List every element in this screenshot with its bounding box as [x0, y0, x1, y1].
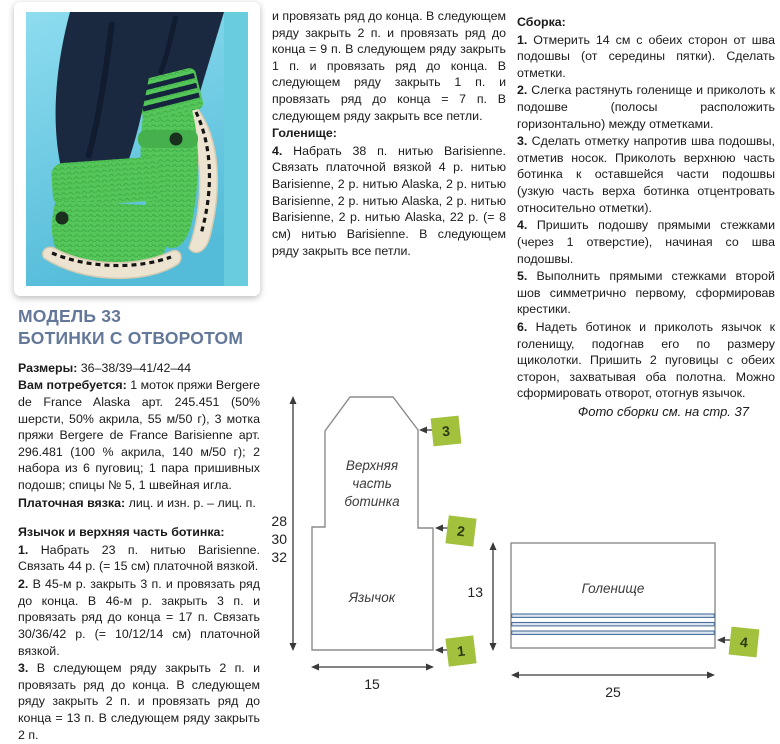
callout-tag-4	[717, 627, 759, 658]
callout-tag-3	[419, 416, 461, 447]
left-boot-button	[56, 212, 69, 225]
step-paragraph	[517, 217, 775, 267]
height-value-size2: 30	[271, 531, 287, 547]
assembly-heading: Сборка:	[517, 15, 566, 29]
step-number: 5.	[517, 269, 528, 284]
step-text: Слегка растянуть голенище и приколоть к подошве (полосы расположить горизонтально) между отметками.	[517, 83, 775, 131]
height-value-size1: 28	[271, 513, 287, 529]
tongue-width-dimension-arrow	[311, 664, 434, 671]
assembly-photo-reference: Фото сборки см. на стр. 37	[577, 404, 749, 420]
model-number: МОДЕЛЬ 33	[18, 306, 122, 326]
stitch-label: Платочная вязка:	[18, 495, 126, 510]
right-boot-strap	[138, 130, 198, 148]
photo-background-band	[224, 12, 248, 286]
step-number: 1.	[517, 32, 528, 47]
upper-part-label-line1: Верхняя	[345, 458, 399, 473]
height-dimension-arrow	[290, 396, 297, 651]
shaft-section-heading: Голенище:	[272, 126, 337, 141]
step-text: Выполнить прямыми стежками второй шов симметрично первому, сформировав крестики.	[517, 269, 775, 317]
materials-value: 1 моток пряжи Bergere de France Alaska арт. 245.451 (50% шерсти, 50% акрила, 55 м/50 г), 3 мотка пряжи Bergere de France Barisienne арт. 296.481 (100 % акрила, 140 м/50 г); 2 набора из 6 пуговиц; 1 пара пришивных подошв; спицы № 5, 1 швейная игла.	[18, 378, 260, 493]
shaft-height-dimension-arrow	[490, 542, 497, 651]
shaft-width-dimension-arrow	[511, 672, 715, 679]
step-paragraph	[517, 32, 775, 82]
page-title	[18, 306, 260, 350]
shaft-height-value: 13	[467, 584, 483, 600]
step-number: 2.	[18, 577, 29, 592]
spacer	[18, 512, 260, 524]
step-paragraph	[18, 542, 260, 575]
step-text: Сделать отметку напротив шва подошвы, отметив носок. Приколоть верхнюю часть ботинка к оставшейся части подошвы (узкую часть верха ботинка отцентровать относительно отметки).	[517, 134, 775, 215]
left-boot	[43, 156, 181, 278]
tongue-section-heading: Язычок и верхняя часть ботинка:	[18, 525, 225, 540]
tongue-label: Язычок	[348, 590, 396, 605]
right-column	[517, 14, 775, 421]
step-text: Отмерить 14 см с обеих сторон от шва подошвы (от середины пятки). Сделать отметки.	[517, 32, 775, 80]
height-value-size3: 32	[271, 549, 287, 565]
sizes-label: Размеры:	[18, 360, 78, 375]
step-paragraph	[517, 82, 775, 132]
boots-photo-frame	[14, 2, 260, 296]
step-text: Набрать 23 п. нитью Barisienne. Связать 44 р. (= 15 см) платочной вязкой.	[18, 542, 260, 574]
step-number: 1.	[18, 542, 29, 557]
step-text: В следующем ряду закрыть 2 п. и провязать ряд до конца. В следующем ряду закрыть 2 п. и провязать ряд до конца = 13 п. В следующем ряду закрыть 2 п.	[18, 661, 260, 742]
upper-part-label-line3: ботинка	[344, 494, 400, 509]
step-number: 3.	[18, 661, 29, 676]
step-paragraph	[272, 143, 506, 259]
materials-label: Вам потребуется:	[18, 378, 127, 393]
step-paragraph	[18, 660, 260, 743]
callout-tag-2	[435, 515, 477, 546]
callout-tag-1	[435, 635, 477, 666]
pattern-schematic	[270, 390, 780, 706]
step-text: Надеть ботинок и приколоть язычок к голенищу, подогнав его по размеру щиколотки. Пришить 2 пуговицы с обеих сторон, захватывая оба полотна. Можно сформировать отворот, отогнув язычок.	[517, 319, 775, 401]
step-paragraph	[517, 133, 775, 216]
left-column	[18, 306, 260, 744]
step-text: В 45-м р. закрыть 3 п. и провязать ряд до конца. В 46-м р. закрыть 3 п. и провязать ряд до конца = 17 п. Связать 30/36/42 р. (= 10/12/14 см) платочной вязкой.	[18, 577, 260, 658]
tag-4-number: 4	[739, 633, 749, 651]
left-boot-cuff	[51, 156, 164, 208]
middle-column	[272, 8, 506, 260]
step-paragraph	[18, 576, 260, 659]
step-number: 6.	[517, 319, 528, 334]
step-paragraph	[517, 268, 775, 318]
stitch-value: лиц. и изн. р. – лиц. п.	[125, 495, 256, 510]
boot-upper-and-tongue-outline	[312, 397, 433, 650]
sizes-value: 36–38/39–41/42–44	[77, 360, 192, 375]
shaft-stripes	[512, 614, 715, 634]
tag-3-number: 3	[441, 422, 451, 440]
tag-2-number: 2	[456, 522, 466, 540]
upper-part-label-line2: часть	[352, 476, 392, 491]
step-number: 3.	[517, 134, 528, 149]
step-number: 4.	[517, 218, 528, 233]
tongue-width-value: 15	[364, 676, 380, 692]
materials-line	[18, 377, 260, 493]
tag-1-number: 1	[456, 642, 466, 660]
step-text: Набрать 38 п. нитью Barisienne. Связать платочной вязкой 4 р. нитью Barisienne, 2 р. нитью Alaska, 2 р. нитью Barisienne, 2 р. нитью Alaska, 2 р. нитью Barisienne, 2 р. нитью Alaska, 22 р. (= 8 см) нитью Barisienne. В следующем ряду закрыть все петли.	[272, 143, 506, 258]
shaft-label: Голенище	[581, 581, 645, 596]
stitch-line	[18, 495, 260, 512]
continuation-paragraph: и провязать ряд до конца. В следующем ряду закрыть 2 п. и провязать ряд до конца = 9 п. В следующем ряду закрыть 1 п. и провязать ряд до конца. В следующем ряду закрыть 1 п. и провязать ряд до конца = 7 п. В следующем ряду закрыть все петли.	[272, 9, 506, 123]
right-boot-button	[170, 133, 183, 146]
step-number: 2.	[517, 83, 528, 98]
step-number: 4.	[272, 143, 283, 158]
sizes-line	[18, 360, 260, 377]
shaft-width-value: 25	[605, 684, 621, 700]
model-name: БОТИНКИ С ОТВОРОТОМ	[18, 327, 244, 348]
step-text: Пришить подошву прямыми стежками (через 1 отверстие), начиная со шва подошвы.	[517, 218, 775, 266]
boots-photo	[25, 12, 249, 286]
